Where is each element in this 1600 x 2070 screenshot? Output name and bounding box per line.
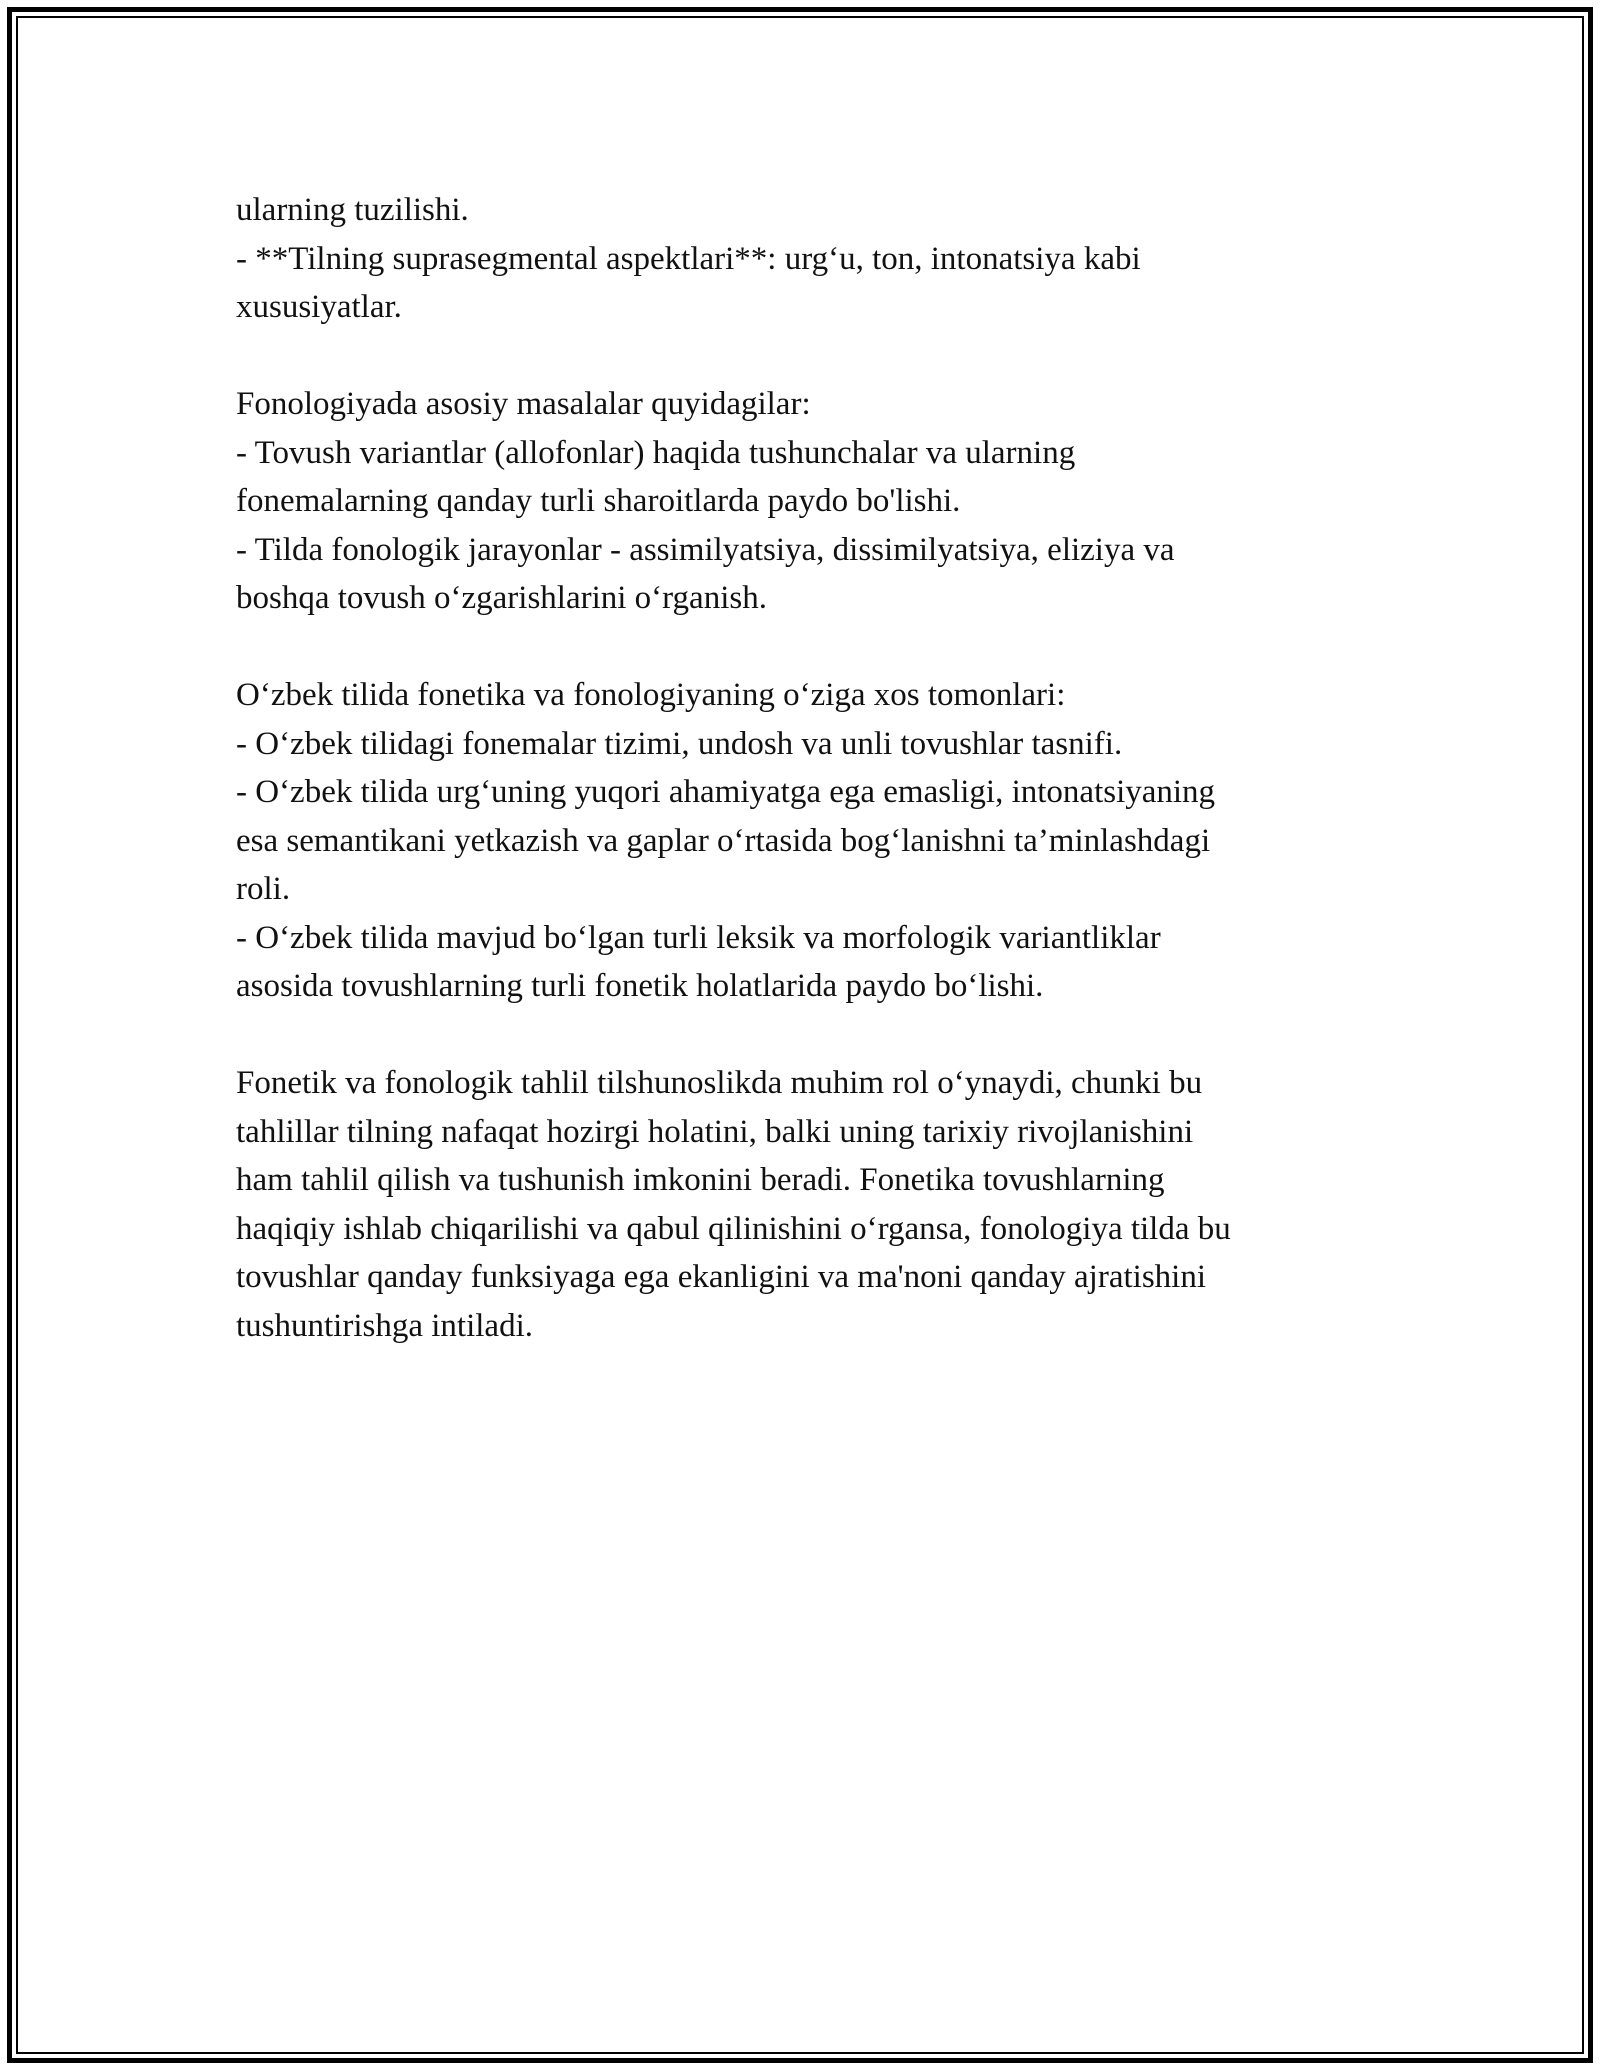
- text-line: Fonetik va fonologik tahlil tilshunoslikda muhim rol o‘ynaydi, chunki bu: [236, 1065, 1203, 1101]
- text-line: ularning tuzilishi.: [236, 192, 469, 228]
- text-line: haqiqiy ishlab chiqarilishi va qabul qilinishini o‘rgansa, fonologiya tilda bu: [236, 1210, 1231, 1247]
- text-line: - O‘zbek tilida mavjud bo‘lgan turli leksik va morfologik variantliklar: [236, 919, 1161, 956]
- text-line: - **Tilning suprasegmental aspektlari**: urg‘u, ton, intonatsiya kabi: [236, 240, 1141, 277]
- text-line: roli.: [236, 871, 291, 907]
- paragraph-spacer: [236, 623, 1386, 672]
- text-line: xususiyatlar.: [236, 289, 402, 325]
- text-line: - Tovush variantlar (allofonlar) haqida tushunchalar va ularning: [236, 434, 1076, 471]
- text-line: tovushlar qanday funksiyaga ega ekanligini va ma'noni qanday ajratishini: [236, 1259, 1207, 1295]
- text-line: fonemalarning qanday turli sharoitlarda paydo bo'lishi.: [236, 483, 961, 519]
- paragraph-spacer: [236, 332, 1386, 381]
- document-body: [236, 186, 1386, 1350]
- text-line: Fonologiyada asosiy masalalar quyidagilar:: [236, 386, 811, 422]
- text-line: - O‘zbek tilidagi fonemalar tizimi, undosh va unli tovushlar tasnifi.: [236, 725, 1123, 762]
- paragraph-fonologiya-masalalar: [236, 380, 1386, 623]
- text-line: ham tahlil qilish va tushunish imkonini beradi. Fonetika tovushlarning: [236, 1162, 1165, 1198]
- text-line: - Tilda fonologik jarayonlar - assimilyatsiya, dissimilyatsiya, eliziya va: [236, 531, 1175, 568]
- text-line: O‘zbek tilida fonetika va fonologiyaning o‘ziga xos tomonlari:: [236, 677, 1066, 713]
- text-line: boshqa tovush o‘zgarishlarini o‘rganish.: [236, 580, 767, 616]
- text-line: tahlillar tilning nafaqat hozirgi holatini, balki uning tarixiy rivojlanishini: [236, 1113, 1194, 1150]
- text-line: - O‘zbek tilida urg‘uning yuqori ahamiyatga ega emasligi, intonatsiyaning: [236, 774, 1216, 810]
- text-line: tushuntirishga intiladi.: [236, 1307, 533, 1344]
- paragraph-ozbek-tili: [236, 671, 1386, 1011]
- paragraph-spacer: [236, 1011, 1386, 1060]
- paragraph-tahlil-xulosa: [236, 1059, 1386, 1350]
- text-line: asosida tovushlarning turli fonetik holatlarida paydo bo‘lishi.: [236, 968, 1044, 1004]
- paragraph-suprasegmental: [236, 186, 1386, 332]
- text-line: esa semantikani yetkazish va gaplar o‘rtasida bog‘lanishni ta’minlashdagi: [236, 822, 1211, 859]
